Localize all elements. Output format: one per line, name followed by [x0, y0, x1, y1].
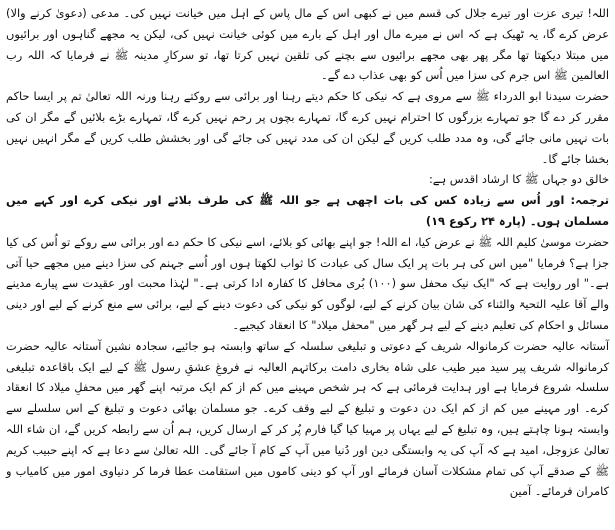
paragraph-intro-verse: خالق دو جہاں ﷺ کا ارشاد اقدس ہے:	[428, 172, 609, 187]
paragraph-invitation: آستانہ عالیہ حضرت کرمانوالہ شریف کے دعوتی و تبلیغی سلسلہ کے ساتھ وابستہ ہو جائیے، سجادہ نشین آستانہ عالیہ حضرت کرمانوالہ شریف پیر سید میر طیب علی شاہ بخاری دامت برکاتہم العالیہ نے فروغِ عشقِ رسول ﷺ کے لیے ایک باقاعدہ تبلیغی سلسلہ شروع فرمایا ہے اور ہدایت فرمائی ہے کہ ہر شخص مہینے میں کم از کم ایک مرتبہ اپنے گھر میں محفلِ میلاد کا انعقاد کرے۔ اور مہینے میں کم از کم ایک دن دعوت و تبلیغ کے لیے وقف کرے۔ جو مسلمان بھائی دعوت و تبلیغ کے اس سلسلے سے وابستہ ہونا چاہتے ہیں، وہ تبلیغ کے لیے یہاں پر مہیا کیا گیا فارم پُر کر کے ارسال کریں، ہم اُن سے رابطہ کریں گے، ان شاء اللہ تعالیٰ عزوجل، امید ہے کہ آپ کی یہ وابستگی دین اور دُنیا میں آپ کے کام آ جائے گی۔ اللہ تعالیٰ سے دعا ہے کہ اپنے حبیب کریم ﷺ کے صدقے آپ کی تمام مشکلات آسان فرمائے اور آپ کو دینی کاموں میں استقامت عطا فرما کر دنیاوی امور میں کامیاب و کامران فرمائے۔ آمین	[6, 338, 609, 499]
paragraph-opening: اللہ! تیری عزت اور تیرے جلال کی قسم میں نے کبھی اس کے مال پاس کے اہل میں خیانت نہیں کی۔ مدعی (دعویٰ کرنے والا) عرض کرے گا، یہ ٹھیک ہے کہ اس نے میرے مال اور اہل کے بارے میں کوئی خیانت نہیں کی، لیکن یہ مجھے گناہوں اور برائیوں میں مبتلا دیکھتا تھا مگر پھر بھی مجھے برائیوں سے بچنے کی تلقین نہیں کرتا تھا، تو سرکارِ مدینہ ﷺ نے فرمایا کہ اللہ رب العالمین ﷺ اس جرم کی سزا میں اُس کو بھی عذاب دے گے۔	[6, 6, 609, 83]
paragraph-musa-narration: حضرت موسیٰ کلیم اللہ ﷺ نے عرض کیا، اے اللہ! جو اپنے بھائی کو بلائے، اسے نیکی کا حکم دے اور برائی سے روکے تو اُس کی کیا جزا ہے؟ فرمایا "میں اس کی ہر بات پر ایک سال کی عبادت کا ثواب لکھتا ہوں اور اُسے جہنم کی سزا دینے میں مجھے حیا آتی ہے۔" اور روایت ہے کہ "ایک نیک محفل سو (۱۰۰) بُری محافل کا کفارہ ادا کرتی ہے۔" لہٰذا محبت اور عقیدت سے پیارے مدینے والے آقا علیہ التحیۃ والثناء کی شان بیان کرنے کے لیے، لوگوں کو نیکی کی دعوت دینے کے لیے، برائی سے منع کرنے کے لیے اور دینی مسائل و احکام کی تعلیم دینے کے لیے ہر گھر میں "محفل میلاد" کا انعقاد کیجیے۔	[6, 234, 609, 332]
paragraph-hadith: حضرت سیدنا ابو الدرداء ﷺ سے مروی ہے کہ نیکی کا حکم دیتے رہنا اور برائی سے روکتے رہنا ورنہ اللہ تعالیٰ تم پر ایسا حاکم مقرر کر دے گا جو تمہارے بزرگوں کا احترام نہیں کرے گا، تمہارے بچوں پر رحم نہیں کرے گا، تمہارے بڑے بلائیں گے مگر ان کی بات نہیں مانی جائے گی، وہ مدد طلب کریں گے لیکن ان کی مدد نہیں کی جائے گی اور بخشش طلب کریں گے مگر انہیں نہیں بخشا جائے گا۔	[6, 89, 609, 166]
paragraph-verse-translation: ترجمہ: اور اُس سے زیادہ کس کی بات اچھی ہے جو اللہ ﷺ کی طرف بلائے اور نیکی کرے اور کہے میں مسلمان ہوں۔ (پارہ ۲۴ رکوع ۱۹)	[6, 193, 609, 228]
